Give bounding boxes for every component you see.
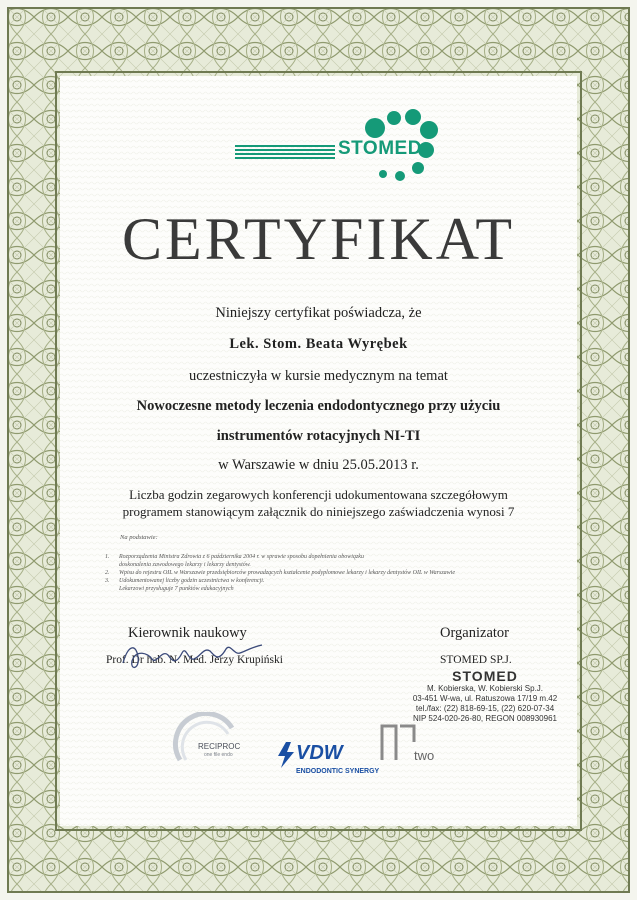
participation-line: uczestniczyła w kursie medycznym na temat bbox=[189, 368, 448, 384]
vdw-bolt-icon bbox=[276, 742, 296, 768]
reciproc-text: RECIPROC bbox=[198, 742, 241, 751]
vdw-tagline: ENDODONTIC SYNERGY bbox=[296, 768, 380, 775]
vdw-logo bbox=[272, 738, 392, 788]
two-logo bbox=[380, 722, 450, 772]
organizer-name: STOMED SP.J. bbox=[440, 654, 512, 666]
certificate-title: CERTYFIKAT bbox=[121, 206, 516, 272]
stamp-name: STOMED bbox=[452, 668, 518, 684]
basis-item bbox=[105, 561, 545, 569]
stamp-line-1: M. Kobierska, W. Kobierski Sp.J. bbox=[426, 684, 544, 693]
reciproc-logo bbox=[172, 712, 252, 772]
basis-item-text: doskonalenia zawodowego lekarzy i lekarzy dentystów. bbox=[119, 562, 251, 568]
company-stamp bbox=[410, 668, 560, 724]
stamp-line-2: 03-451 W-wa, ul. Ratuszowa 17/19 m.42 bbox=[412, 694, 558, 703]
stomed-logo bbox=[230, 108, 450, 188]
basis-list bbox=[105, 553, 545, 593]
two-text: two bbox=[414, 748, 435, 763]
certify-line: Niniejszy certyfikat poświadcza, że bbox=[215, 305, 422, 321]
scientific-director-name: Prof. Dr hab. N. Med. Jerzy Krupiński bbox=[106, 654, 283, 666]
handwritten-signature bbox=[118, 635, 268, 675]
recipient-name: Lek. Stom. Beata Wyrębek bbox=[229, 336, 408, 352]
place-date: w Warszawie w dniu 25.05.2013 r. bbox=[218, 457, 419, 473]
course-topic-line-2: instrumentów rotacyjnych NI-TI bbox=[216, 428, 421, 444]
basis-item bbox=[105, 585, 545, 593]
organizer-label: Organizator bbox=[440, 625, 509, 641]
basis-item-text: Wpisu do rejestru OIL w Warszawie przedsiębiorców prowadzących kształcenie podyplomowe lekarzy i lekarzy dentystów OIL w Warszawie bbox=[119, 570, 455, 576]
basis-item-number: 3. bbox=[105, 578, 110, 584]
basis-item-number: 2. bbox=[105, 570, 110, 576]
basis-heading: Na podstawie: bbox=[120, 534, 158, 541]
basis-item-text: Lekarzowi przysługuje 7 punktów edukacyjnych bbox=[119, 586, 234, 592]
course-topic-line-1: Nowoczesne metody leczenia endodontycznego przy użyciu bbox=[136, 398, 501, 414]
basis-item-text: Udokumentowanej liczby godzin uczestnictwa w konferencji. bbox=[119, 578, 265, 584]
stomed-logo-text: STOMED bbox=[338, 138, 422, 159]
basis-item bbox=[105, 569, 545, 577]
basis-item bbox=[105, 577, 545, 585]
basis-item-text: Rozporządzenia Ministra Zdrowia z 6 października 2004 r. w sprawie sposobu dopełnienia obowiązku bbox=[119, 554, 364, 560]
basis-item-number: 1. bbox=[105, 554, 110, 560]
two-mark-icon bbox=[380, 722, 416, 762]
hours-line-1: Liczba godzin zegarowych konferencji udokumentowana szczegółowym bbox=[129, 487, 508, 502]
basis-item bbox=[105, 553, 545, 561]
scientific-director-label: Kierownik naukowy bbox=[128, 625, 247, 641]
stamp-line-4: NIP 524-020-26-80, REGON 008930961 bbox=[413, 714, 557, 723]
hours-line-2: programem stanowiącym załącznik do niniejszego zaświadczenia wynosi 7 bbox=[122, 504, 515, 519]
reciproc-tagline: one file endo bbox=[204, 752, 233, 758]
stamp-line-3: tel./fax: (22) 818-69-15, (22) 620-07-34 bbox=[415, 704, 555, 713]
vdw-text: VDW bbox=[296, 742, 343, 764]
